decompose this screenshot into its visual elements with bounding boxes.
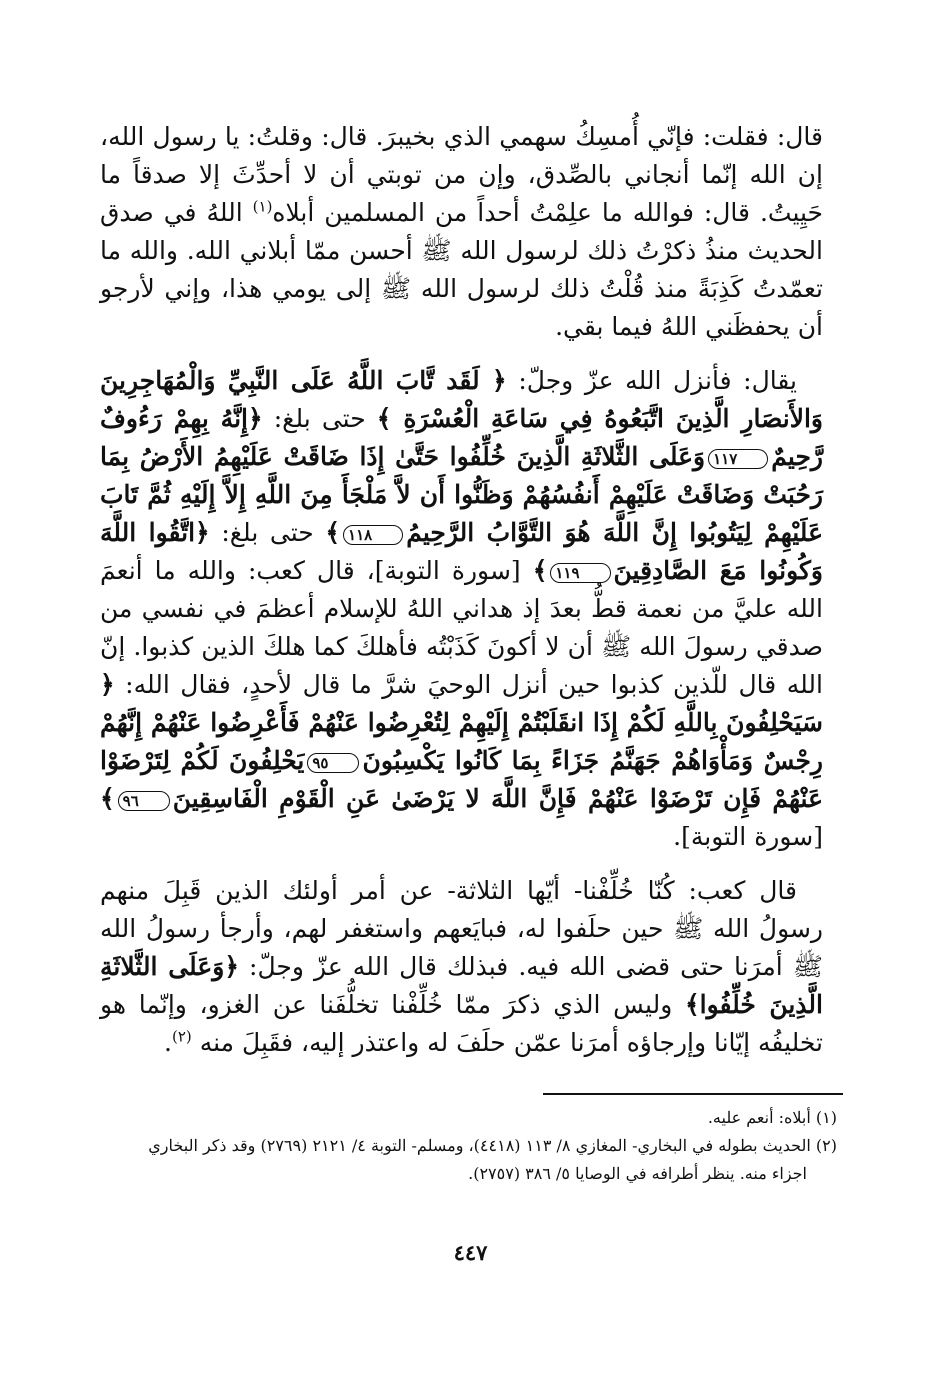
quran-verse-1: ﴿ لَقَد تَّابَ اللَّهُ عَلَى النَّبِيِّ وَالْمُهَاجِرِينَ وَالأَنصَارِ الَّذِينَ اتَّبَعُوهُ فِي سَاعَةِ الْعُسْرَةِ ﴾ — [100, 366, 823, 433]
footnote-1: (١) أبلاه: أنعم عليه. — [707, 1108, 837, 1127]
paragraph-2 — [100, 362, 823, 856]
quran-verse-5: ﴿ سَيَحْلِفُونَ بِاللَّهِ لَكُمْ إِذَا انقَلَبْتُمْ إِلَيْهِمْ لِتُعْرِضُوا عَنْهُمْ فَأَعْرِضُوا عَنْهُمْ إِنَّهُمْ رِجْسٌ وَمَأْوَاهُمْ جَهَنَّمُ جَزَاءً بِمَا كَانُوا يَكْسِبُونَ — [100, 670, 824, 775]
quran-bracket-close-3: ﴾ — [100, 784, 115, 813]
main-text — [100, 118, 823, 1078]
ayah-number-95: ٩٥ — [307, 753, 359, 773]
ayah-number-96: ٩٦ — [118, 791, 170, 811]
footnote-2: (٢) الحديث بطوله في البخاري- المغازي ٨/ ١١٣ (٤٤١٨)، ومسلم- التوبة ٤/ ٢١٢١ (٢٧٦٩) وقد ذكر البخاري — [148, 1136, 837, 1155]
quran-verse-3: وَعَلَى الثَّلاثَةِ الَّذِينَ خُلِّفُوا حَتَّىٰ إِذَا ضَاقَتْ عَلَيْهِمُ الأَرْضُ بِمَا رَحُبَتْ وَضَاقَتْ عَلَيْهِمْ أَنفُسُهُمْ وَظَنُّوا أَن لاَّ مَلْجَأَ مِنَ اللَّهِ إِلاَّ إِلَيْهِ ثُمَّ تَابَ عَلَيْهِمْ لِيَتُوبُوا إِنَّ اللَّهَ هُوَ التَّوَّابُ الرَّحِيمُ — [100, 442, 823, 547]
ayah-number-119: ١١٩ — [550, 563, 610, 583]
p2-text-a: يقال: فأنزل الله عزّ وجلّ: — [506, 366, 797, 395]
p3-text-c: . — [164, 1028, 172, 1057]
quran-verse-7: ﴿وَعَلَى الثَّلاثَةِ الَّذِينَ خُلِّفُوا﴾ — [100, 952, 823, 1019]
p2-text-e: [سورة التوبة]. — [673, 822, 823, 851]
p3-text-b: وليس الذي ذكرَ ممّا خُلِّفْنا تخلُّفَنا عن الغزو، وإنّما هو تخليفُه إيّانا وإرجاؤه أمرَنا عمّن حلَفَ له واعتذر إليه، فقَبِلَ منه — [100, 990, 823, 1057]
quran-verse-6: يَحْلِفُونَ لَكُمْ لِتَرْضَوْا عَنْهُمْ فَإِن تَرْضَوْا عَنْهُمْ فَإِنَّ اللَّهَ لا يَرْضَىٰ عَنِ الْقَوْمِ الْفَاسِقِينَ — [100, 746, 823, 813]
ayah-number-118: ١١٨ — [343, 525, 403, 545]
footnote-2-continued: اجزاء منه. ينظر أطرافه في الوصايا ٥/ ٣٨٦ (٢٧٥٧). — [468, 1164, 807, 1183]
paragraph-1 — [100, 118, 823, 346]
footnote-separator — [543, 1093, 843, 1095]
p2-text-c: حتى بلغ: — [209, 518, 326, 547]
quran-bracket-close-1: ﴾ — [325, 518, 341, 547]
quran-bracket-close-2: ﴾ — [532, 556, 548, 585]
quran-verse-4: ﴿اتَّقُوا اللَّهَ وَكُونُوا مَعَ الصَّادِقِينَ — [100, 518, 823, 585]
p2-text-d: [سورة التوبة]، قال كعب: والله ما أنعمَ الله عليَّ من نعمة قطُّ بعدَ إذ هداني اللهُ للإسلام أعظمَ في نفسي من صدقي رسولَ الله ﷺ أن لا أكونَ كَذَبْتُه فأهلكَ كما هلكَ الذين كذبوا. إنّ الله قال للّذين كذبوا حين أنزل الوحيَ شرَّ ما قال لأحدٍ، فقال الله: — [100, 556, 823, 699]
p1-text-b: اللهُ في صدق الحديث منذُ ذكرْتُ ذلك لرسول الله ﷺ أحسن ممّا أبلاني الله. والله ما تعمّدتُ كَذِبَةً منذ قُلْتُ ذلك لرسول الله ﷺ إلى يومي هذا، وإني لأرجو أن يحفظَني اللهُ فيما بقي. — [100, 198, 823, 341]
footnote-ref-1: (١) — [252, 197, 273, 216]
p3-text-a: قال كعب: كُنّا خُلِّفْنا- أيّها الثلاثة- عن أمر أولئك الذين قَبِلَ منهم رسولُ الله ﷺ حين حلَفوا له، فبايَعهم واستغفر لهم، وأرجأ رسولُ الله ﷺ أمرَنا حتى قضى الله فيه. فبذلك قال الله عزّ وجلّ: — [100, 876, 823, 981]
paragraph-3 — [100, 872, 823, 1062]
quran-verse-2: ﴿إِنَّهُ بِهِمْ رَءُوفٌ رَّحِيمٌ — [100, 404, 823, 471]
ayah-number-117: ١١٧ — [708, 449, 768, 469]
p1-text-a: قال: فقلت: فإنّي أُمسِكُ سهمي الذي بخيبرَ. قال: وقلتُ: يا رسول الله، إن الله إنّما أنجاني بالصِّدق، وإن من توبتي أن لا أحدِّثَ إلا صدقاً ما حَيِيتُ. قال: فوالله ما علِمْتُ أحداً من المسلمين أبلاه — [100, 122, 823, 227]
page-number: ٤٤٧ — [453, 1240, 488, 1265]
footnote-ref-2: (٢) — [172, 1027, 192, 1046]
footnotes — [100, 1104, 837, 1188]
p2-text-b: حتى بلغ: — [262, 404, 377, 433]
